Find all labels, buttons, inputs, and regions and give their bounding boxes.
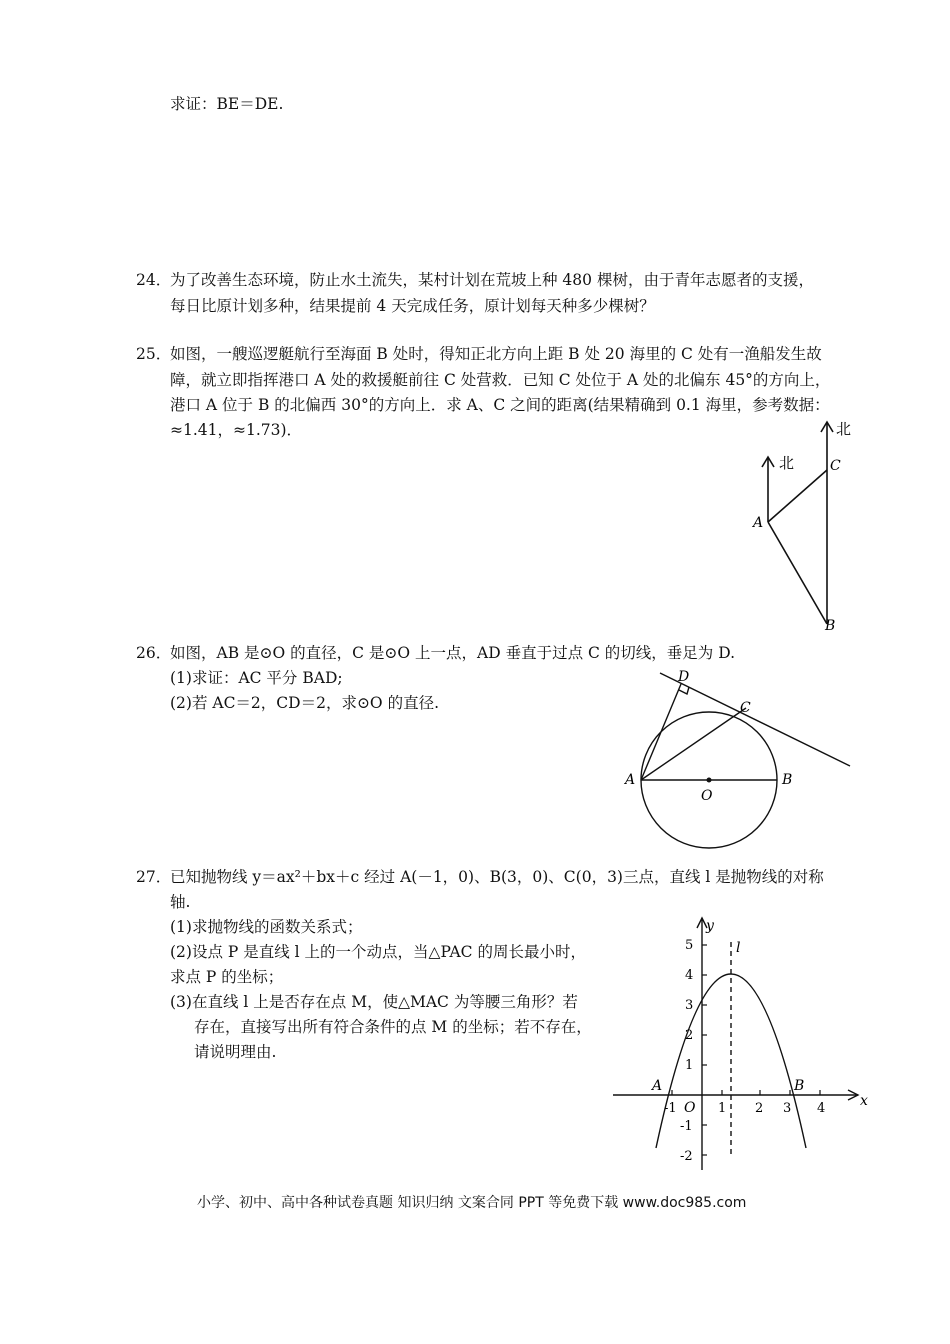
x-tick-3: 3 [783, 1101, 792, 1116]
question-27-part-1: (1)求抛物线的函数关系式； [170, 918, 363, 936]
question-25-number: 25． [136, 345, 172, 363]
right-angle-mark [679, 687, 689, 694]
q27-figure [608, 912, 873, 1174]
north-label-2: 北 [836, 420, 852, 438]
point-c-label: C [830, 458, 841, 474]
question-27-line-1: 已知抛物线 y＝ax²＋bx＋c 经过 A(－1，0)、B(3，0)、C(0，3)三点，直线 l 是抛物线的对称 [170, 868, 824, 886]
x-tick-1: 1 [718, 1101, 727, 1116]
y-tick-5: 5 [685, 938, 694, 953]
segment-ac [768, 470, 827, 522]
label-a: A [625, 772, 636, 788]
y-tick-neg2: -2 [680, 1149, 693, 1164]
question-25-line-2: 障，就立即指挥港口 A 处的救援艇前往 C 处营救．已知 C 处位于 A 处的北偏东 45°的方向上， [170, 371, 831, 389]
y-tick-2: 2 [685, 1028, 694, 1043]
question-26-stem: 如图，AB 是⊙O 的直径，C 是⊙O 上一点，AD 垂直于过点 C 的切线，垂足为 D. [170, 644, 736, 662]
q26-figure [620, 664, 860, 849]
question-27-number: 27． [136, 868, 172, 886]
y-axis-label: y [706, 918, 714, 934]
footer-text: 小学、初中、高中各种试卷真题 知识归纳 文案合同 PPT 等免费下载 www.doc985.com [197, 1195, 747, 1211]
x-axis-label: x [860, 1093, 868, 1109]
question-27-part-2b: 求点 P 的坐标； [170, 968, 284, 986]
north-label-1: 北 [779, 454, 795, 472]
question-24-line-2: 每日比原计划多种，结果提前 4 天完成任务，原计划每天种多少棵树？ [170, 297, 655, 315]
x-tick-2: 2 [755, 1101, 764, 1116]
question-25-line-1: 如图，一艘巡逻艇航行至海面 B 处时，得知正北方向上距 B 处 20 海里的 C 处有一渔船发生故 [170, 345, 822, 363]
label-c: C [740, 700, 751, 716]
q25-figure [740, 412, 860, 637]
question-25-line-4: ≈1.41，≈1.73)． [170, 421, 303, 439]
origin-label: O [684, 1100, 696, 1116]
line-l-label: l [736, 940, 741, 956]
prove-statement: 求证：BE＝DE. [170, 95, 284, 113]
question-24-line-1: 为了改善生态环境，防止水土流失，某村计划在荒坡上种 480 棵树，由于青年志愿者的支援， [170, 271, 814, 289]
point-a-label: A [652, 1078, 663, 1094]
y-tick-1: 1 [685, 1058, 694, 1073]
question-27-line-2: 轴. [170, 893, 191, 911]
point-a-label: A [753, 515, 764, 531]
label-b: B [782, 772, 793, 788]
y-tick-3: 3 [685, 998, 694, 1013]
y-tick-4: 4 [685, 968, 694, 983]
x-tick-neg1: -1 [664, 1101, 677, 1116]
question-27-part-3b: 存在，直接写出所有符合条件的点 M 的坐标；若不存在， [194, 1018, 592, 1036]
question-24-number: 24． [136, 271, 172, 289]
question-27-part-3: (3)在直线 l 上是否存在点 M，使△MAC 为等腰三角形？若 [170, 993, 578, 1011]
question-27-part-3c: 请说明理由. [194, 1043, 277, 1061]
center-dot [707, 778, 712, 783]
question-26-part-2: (2)若 AC＝2，CD＝2，求⊙O 的直径. [170, 694, 439, 712]
segment-ab [768, 522, 827, 624]
question-25-line-3: 港口 A 位于 B 的北偏西 30°的方向上．求 A、C 之间的距离(结果精确到 0.1 海里，参考数据： [170, 396, 830, 414]
label-o: O [701, 788, 713, 804]
question-26-part-1: (1)求证：AC 平分 BAD; [170, 669, 343, 687]
question-26-number: 26． [136, 644, 172, 662]
label-d: D [678, 669, 690, 685]
y-tick-neg1: -1 [680, 1119, 693, 1134]
point-b-label: B [794, 1078, 805, 1094]
point-b-label: B [825, 618, 836, 634]
x-tick-4: 4 [817, 1101, 826, 1116]
question-27-part-2: (2)设点 P 是直线 l 上的一个动点，当△PAC 的周长最小时， [170, 943, 586, 961]
